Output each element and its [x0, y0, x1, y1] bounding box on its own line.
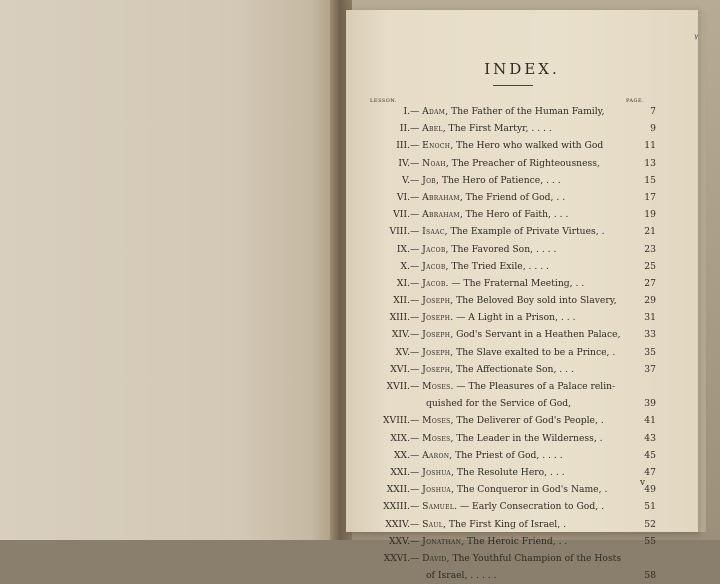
lesson-dash: — [410, 363, 423, 375]
index-entry [346, 137, 698, 154]
lesson-subject: Enoch [422, 140, 451, 152]
lesson-title [410, 103, 605, 120]
lesson-number: XXII. [386, 484, 410, 496]
lesson-number: III. [396, 140, 410, 152]
index-entry [346, 395, 698, 412]
index-entry [346, 481, 698, 498]
lesson-number: XVIII. [383, 415, 410, 427]
lesson-subject: Moses [422, 432, 451, 444]
lesson-title [410, 378, 615, 395]
lesson-subject: Joseph [422, 295, 451, 307]
index-entry [346, 155, 698, 172]
lesson-description: , The Youthful Champion of the Hosts [446, 552, 622, 564]
lesson-number: XXVI. [383, 552, 410, 564]
lesson-number: IX. [396, 243, 410, 255]
lesson-dash: — [410, 552, 423, 564]
lesson-subject: Adam [422, 106, 446, 117]
lesson-dash: — [410, 484, 423, 496]
lesson-number: I. [403, 106, 410, 117]
lesson-description: , The Father of the Human Family, [445, 106, 605, 117]
lesson-number: IV. [398, 157, 410, 169]
lesson-description: , The Tried Exile, . . . . [445, 260, 549, 272]
index-entry [346, 464, 698, 481]
lesson-number: XXV. [388, 535, 410, 547]
page-number: 13 [644, 157, 656, 169]
page-number: 47 [644, 466, 656, 478]
lesson-number: XV. [395, 346, 410, 358]
lesson-number: X. [400, 260, 410, 272]
lesson-subject: Joshua [422, 484, 452, 496]
page-number: 29 [644, 295, 656, 307]
lesson-title [410, 447, 563, 464]
lesson-description: , The Beloved Boy sold into Slavery, [450, 295, 617, 307]
lesson-description: , The Deliverer of God's People, . [450, 415, 604, 427]
lesson-dash: — [410, 535, 423, 547]
lesson-description: , The Leader in the Wilderness, . [450, 432, 603, 444]
page-number: 7 [650, 106, 656, 117]
lesson-dash: — [410, 260, 423, 272]
lesson-dash: — [410, 243, 423, 255]
lesson-dash: — [410, 277, 423, 289]
lesson-description: . — A Light in a Prison, . . . [450, 312, 576, 324]
lesson-dash: — [410, 140, 423, 152]
lesson-title [410, 498, 604, 515]
lesson-dash: — [410, 191, 423, 203]
index-entry [346, 223, 698, 240]
page-number: 21 [644, 226, 656, 238]
lesson-title [410, 550, 621, 567]
left-page [0, 0, 338, 540]
lesson-number: XX. [393, 449, 410, 461]
lesson-subject: Moses [422, 415, 451, 427]
lesson-subject: Isaac [422, 226, 445, 238]
lesson-dash: — [410, 106, 423, 117]
lesson-title [410, 155, 600, 172]
lesson-title [410, 309, 576, 326]
page-number: 15 [644, 174, 656, 186]
index-entry [346, 516, 698, 533]
heading-rule [493, 85, 533, 86]
lesson-description: , The Resolute Hero, . . . [451, 466, 565, 478]
lesson-dash: — [410, 501, 423, 513]
lesson-subject: Joshua [422, 466, 452, 478]
lesson-subject: Moses [422, 381, 451, 392]
lesson-description: , The Hero of Faith, . . . [459, 209, 569, 221]
lesson-subject: Saul [422, 518, 443, 530]
lesson-dash: — [410, 295, 423, 307]
lesson-title [410, 326, 621, 343]
lesson-description: , The First Martyr, . . . . [442, 123, 552, 135]
lesson-dash: — [410, 466, 423, 478]
index-entry [346, 567, 698, 584]
lesson-number: XIX. [390, 432, 410, 444]
lesson-title [410, 258, 549, 275]
index-entry [346, 258, 698, 275]
lesson-description: , The Favored Son, . . . . [445, 243, 557, 255]
page-number: 19 [644, 209, 656, 221]
lesson-dash: — [410, 174, 423, 186]
lesson-dash: — [410, 226, 423, 238]
lesson-number: XXIII. [383, 501, 410, 513]
lesson-description: , The Priest of God, . . . . [449, 449, 563, 461]
lesson-subject: Samuel [422, 501, 455, 513]
index-entry [346, 292, 698, 309]
index-entry [346, 206, 698, 223]
pencil-mark: ᵧ [694, 28, 699, 41]
lesson-number: XIV. [391, 329, 410, 341]
lesson-subject: Abraham [422, 209, 460, 221]
lesson-title [410, 275, 584, 292]
index-entry [346, 241, 698, 258]
page-number: 25 [644, 260, 656, 272]
page-number: 33 [644, 329, 656, 341]
index-entry [346, 550, 698, 567]
lesson-description: . — The Fraternal Meeting, . . [445, 277, 585, 289]
page-signature-mark: v [640, 478, 646, 488]
page-number: 27 [644, 277, 656, 289]
lesson-subject: Jacob [422, 243, 446, 255]
lesson-subject: Joseph [422, 346, 451, 358]
lesson-description: , The Affectionate Son, . . . [450, 363, 574, 375]
index-entry [346, 189, 698, 206]
lesson-number: XIII. [389, 312, 410, 324]
lesson-subject: Job [422, 174, 437, 186]
lesson-description: of Israel, . . . . . [426, 570, 497, 582]
lesson-description: . — The Pleasures of a Palace relin- [450, 381, 616, 392]
lesson-subject: David [422, 552, 447, 564]
page-number: 39 [644, 398, 656, 410]
page-number: 45 [644, 449, 656, 461]
lesson-subject: Aaron [422, 449, 450, 461]
lesson-title [410, 223, 605, 240]
lesson-title [410, 172, 561, 189]
lesson-number: II. [399, 123, 410, 135]
lesson-number: V. [402, 174, 410, 186]
lesson-subject: Abel [422, 123, 443, 135]
lesson-dash: — [410, 123, 423, 135]
lesson-number: XXIV. [385, 518, 410, 530]
index-entry [346, 533, 698, 550]
lesson-title [410, 516, 566, 533]
page-number: 58 [644, 570, 656, 582]
index-entry [346, 412, 698, 429]
lesson-subject: Jonathan [422, 535, 462, 547]
lesson-subject: Jacob [422, 260, 446, 272]
lesson-number: XXI. [390, 466, 410, 478]
index-entry [346, 309, 698, 326]
page-number: 37 [644, 363, 656, 375]
lesson-subject: Joseph [422, 363, 451, 375]
lesson-dash: — [410, 209, 423, 221]
lesson-number: VIII. [389, 226, 410, 238]
lesson-number: XI. [396, 277, 410, 289]
lesson-number: XVII. [386, 381, 410, 392]
index-entry [346, 447, 698, 464]
lesson-dash: — [410, 432, 423, 444]
page-number: 11 [644, 140, 656, 152]
lesson-dash: — [410, 381, 423, 392]
index-entries [346, 103, 698, 584]
index-heading: INDEX. [484, 60, 560, 78]
lesson-dash: — [410, 449, 423, 461]
lesson-title [410, 464, 565, 481]
lesson-description: , The Hero of Patience, . . . [436, 174, 561, 186]
lesson-number: VII. [393, 209, 410, 221]
lesson-title [410, 412, 604, 429]
lesson-title [410, 120, 552, 137]
page-number: 41 [644, 415, 656, 427]
lesson-title [410, 137, 603, 154]
lesson-description: , The Hero who walked with God [450, 140, 604, 152]
lesson-description: , The Conqueror in God's Name, . [451, 484, 608, 496]
column-header-page: PAGE. [626, 98, 645, 104]
page-number: 51 [644, 501, 656, 513]
page-number: 55 [644, 535, 656, 547]
page-number: 35 [644, 346, 656, 358]
index-entry [346, 498, 698, 515]
lesson-title [410, 361, 574, 378]
lesson-description: , The First King of Israel, . [442, 518, 566, 530]
index-entry [346, 378, 698, 395]
index-entry [346, 344, 698, 361]
lesson-dash: — [410, 518, 423, 530]
lesson-title [410, 241, 556, 258]
lesson-number: VI. [396, 191, 410, 203]
lesson-title [410, 292, 617, 309]
column-header-lesson: LESSON. [370, 98, 397, 104]
index-entry [346, 430, 698, 447]
index-entry [346, 103, 698, 120]
lesson-subject: Jacob [422, 277, 446, 289]
lesson-description: . — Early Consecration to God, . [454, 501, 604, 513]
lesson-description: , The Friend of God, . . [459, 191, 566, 203]
lesson-dash: — [410, 329, 423, 341]
page-number: 9 [650, 123, 656, 135]
lesson-dash: — [410, 157, 423, 169]
lesson-description: , The Example of Private Virtues, . [444, 226, 605, 238]
lesson-dash: — [410, 346, 423, 358]
lesson-title [410, 533, 567, 550]
lesson-description: , The Heroic Friend, . . [461, 535, 568, 547]
lesson-title [426, 567, 497, 584]
page-number: 17 [644, 191, 656, 203]
index-entry [346, 120, 698, 137]
lesson-subject: Joseph [422, 329, 451, 341]
lesson-title [410, 344, 615, 361]
lesson-number: XVI. [390, 363, 410, 375]
lesson-subject: Noah [422, 157, 446, 169]
index-entry [346, 172, 698, 189]
lesson-title [410, 206, 568, 223]
lesson-title [426, 395, 571, 412]
lesson-title [410, 430, 603, 447]
lesson-dash: — [410, 415, 423, 427]
page-number: 23 [644, 243, 656, 255]
lesson-subject: Joseph [422, 312, 451, 324]
page-number: 49 [644, 484, 656, 496]
index-entry [346, 326, 698, 343]
lesson-dash: — [410, 312, 423, 324]
lesson-description: , The Slave exalted to be a Prince, . [450, 346, 616, 358]
index-entry [346, 361, 698, 378]
lesson-description: , The Preacher of Righteousness, [445, 157, 600, 169]
lesson-number: XII. [393, 295, 410, 307]
lesson-subject: Abraham [422, 191, 460, 203]
page-number: 43 [644, 432, 656, 444]
lesson-description: , God's Servant in a Heathen Palace, [450, 329, 621, 341]
lesson-title [410, 481, 607, 498]
page-number: 31 [644, 312, 656, 324]
lesson-description: quished for the Service of God, [426, 398, 572, 410]
lesson-title [410, 189, 565, 206]
page-number: 52 [644, 518, 656, 530]
index-entry [346, 275, 698, 292]
